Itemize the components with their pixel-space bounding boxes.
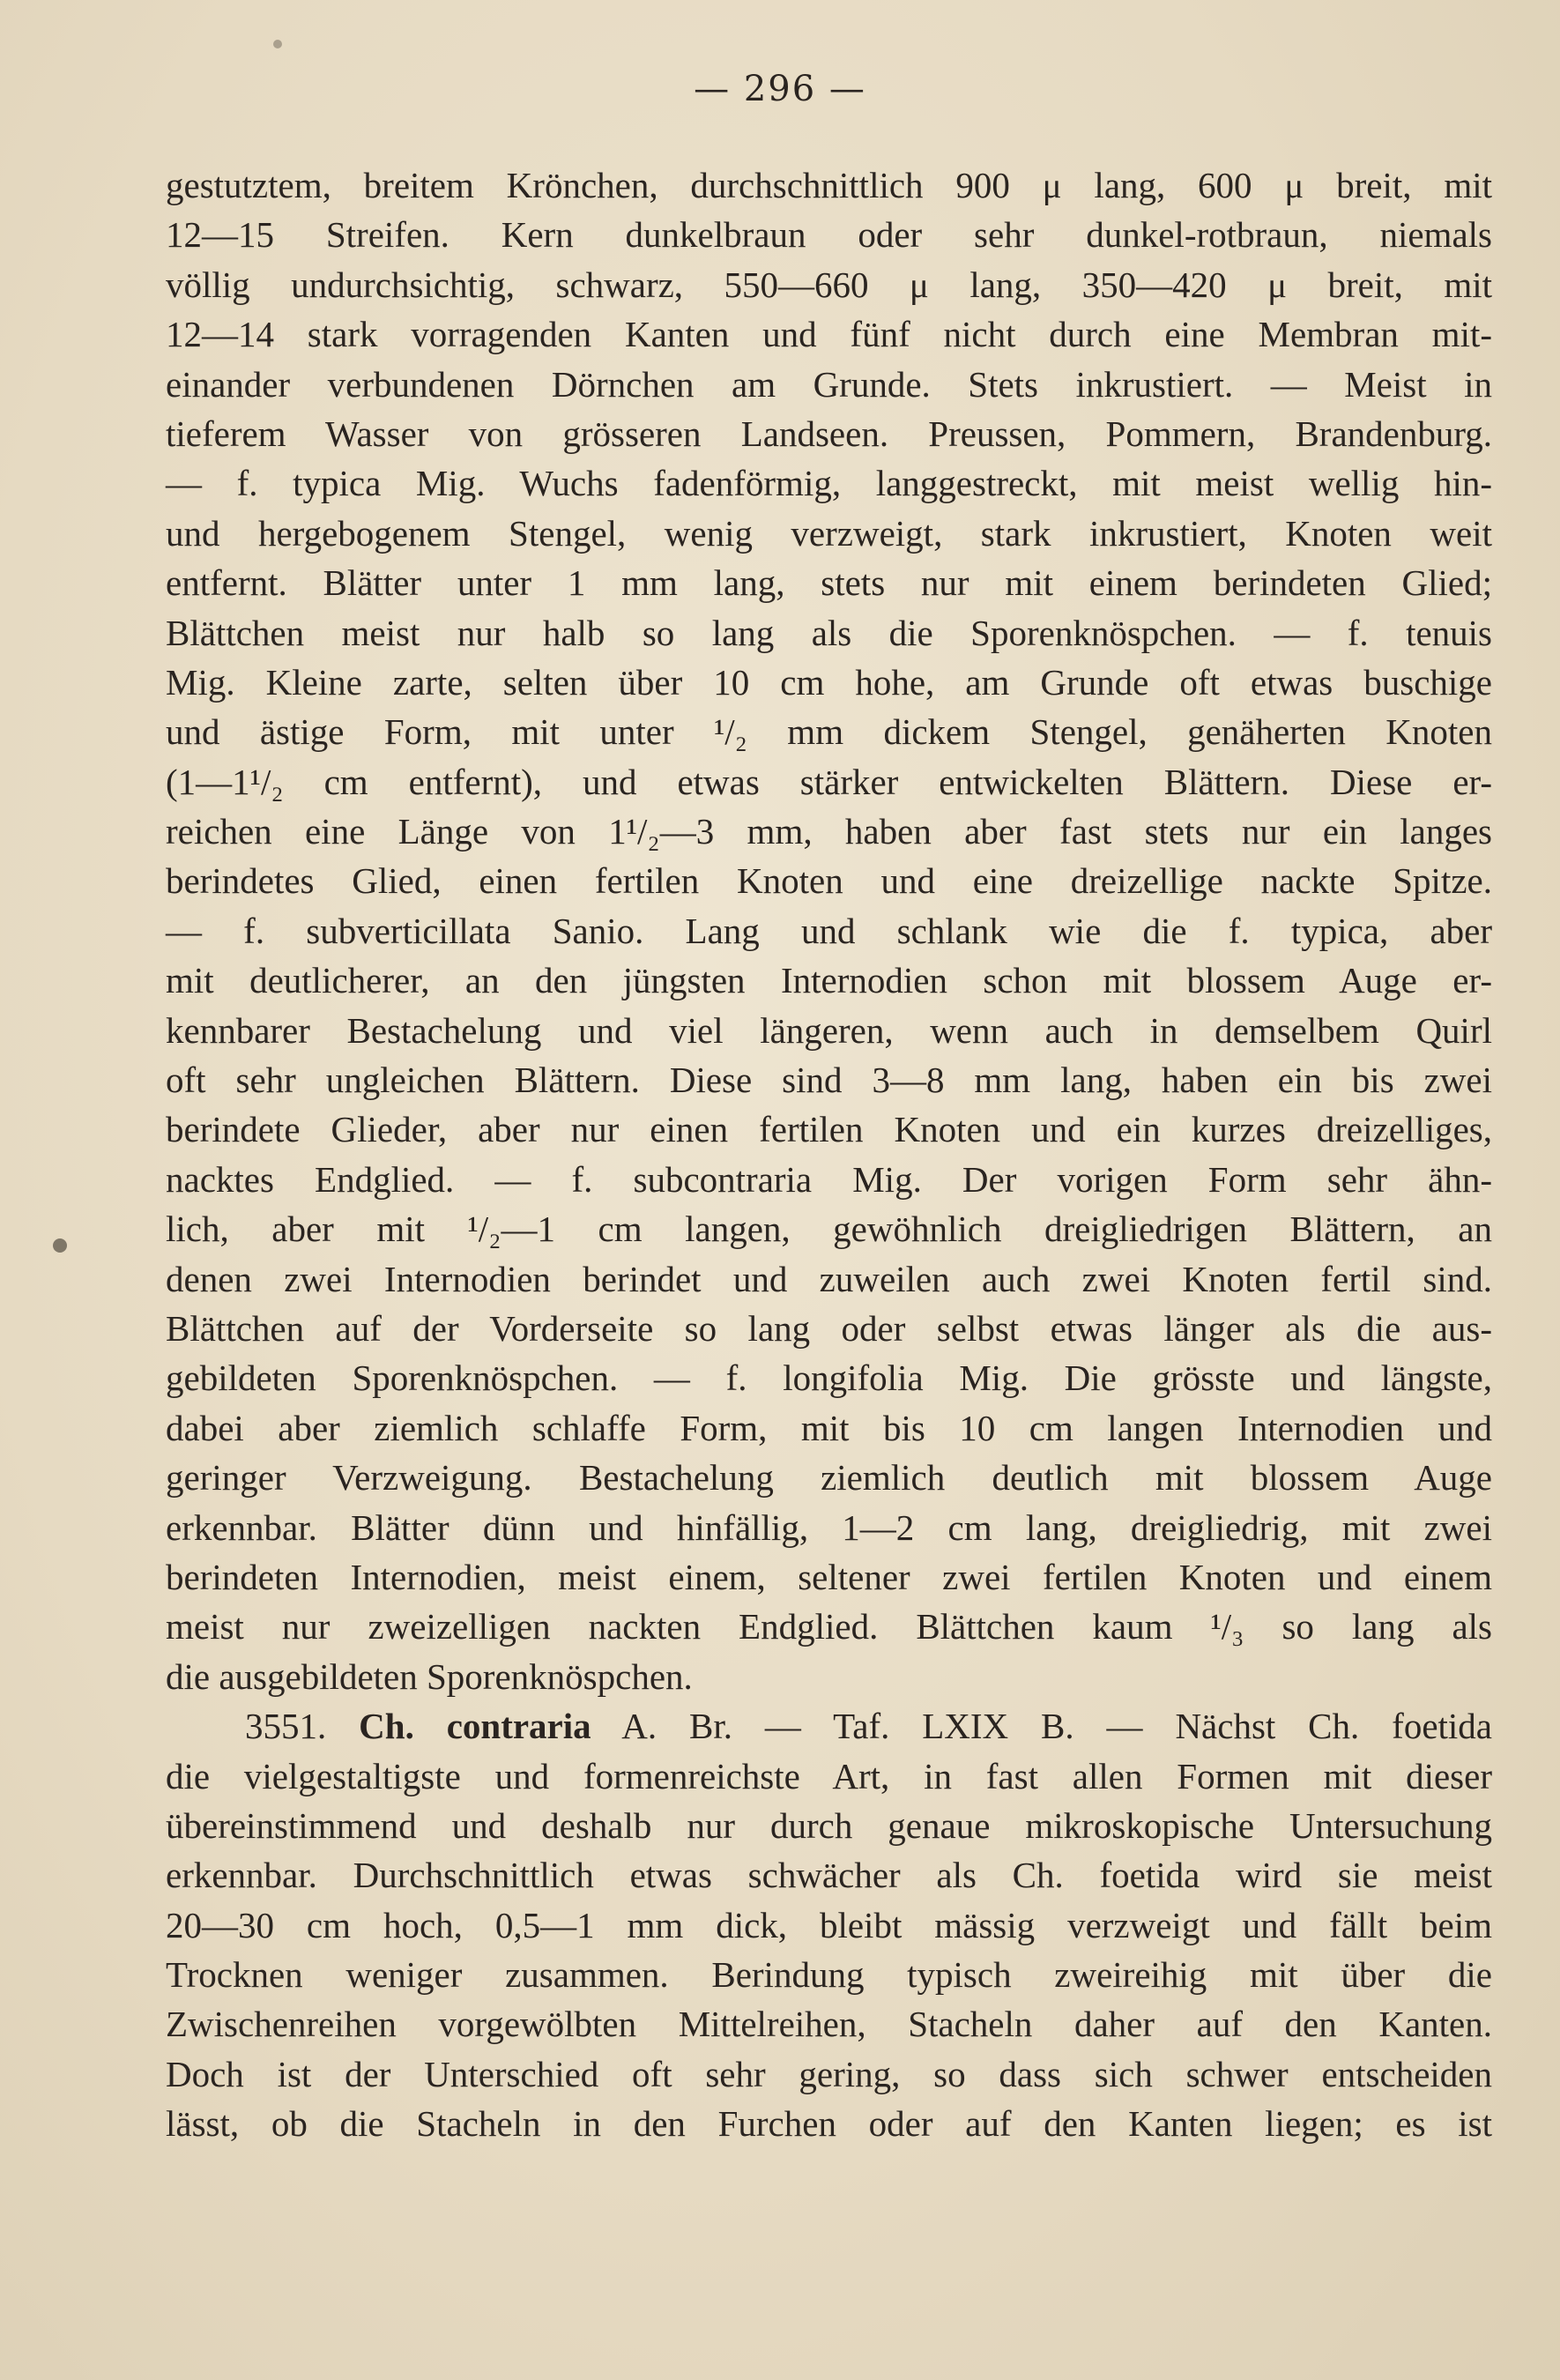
text-line: 12—14 stark vorragenden Kanten und fünf nicht durch eine Membran mit-	[166, 314, 1492, 355]
text-line: und ästige Form, mit unter ¹/₂ mm dickem Stengel, genäherten Knoten	[166, 711, 1492, 753]
body-text	[166, 160, 1492, 2149]
text-line: die vielgestaltigste und formenreichste Art, in fast allen Formen mit dieser	[166, 1755, 1492, 1796]
text-line: Doch ist der Unterschied oft sehr gering, so dass sich schwer entscheiden	[166, 2053, 1492, 2094]
text-line: die ausgebildeten Sporenknöspchen.	[166, 1655, 693, 1697]
text-line: lich, aber mit ¹/₂—1 cm langen, gewöhnlich dreigliedrigen Blättern, an	[166, 1209, 1492, 1250]
species-entry-heading	[166, 1701, 1492, 1751]
text-line: Zwischenreihen vorgewölbten Mittelreihen, Stacheln daher auf den Kanten.	[166, 2004, 1492, 2045]
text-line: völlig undurchsichtig, schwarz, 550—660 μ lang, 350—420 μ breit, mit	[166, 264, 1492, 305]
species-number: 3551.	[245, 1706, 327, 1747]
text-line: geringer Verzweigung. Bestachelung ziemlich deutlich mit blossem Auge	[166, 1457, 1492, 1499]
ink-blemish	[273, 40, 282, 48]
text-line: — f. subverticillata Sanio. Lang und schlank wie die f. typica, aber	[166, 910, 1492, 951]
text-line: reichen eine Länge von 1¹/₂—3 mm, haben aber fast stets nur ein langes	[166, 811, 1492, 852]
text-line: — f. typica Mig. Wuchs fadenförmig, langgestreckt, mit meist wellig hin-	[166, 463, 1492, 504]
text-line: (1—1¹/₂ cm entfernt), und etwas stärker entwickelten Blättern. Diese er-	[166, 761, 1492, 802]
text-line: berindetes Glied, einen fertilen Knoten und eine dreizellige nackte Spitze.	[166, 860, 1492, 902]
text-line: erkennbar. Durchschnittlich etwas schwächer als Ch. foetida wird sie meist	[166, 1855, 1492, 1896]
text-line: berindeten Internodien, meist einem, seltener zwei fertilen Knoten und einem	[166, 1556, 1492, 1597]
text-line: Trocknen weniger zusammen. Berindung typisch zweireihig mit über die	[166, 1954, 1492, 1996]
text-line: meist nur zweizelligen nackten Endglied. Blättchen kaum ¹/₃ so lang als	[166, 1606, 1492, 1647]
text-line: kennbarer Bestachelung und viel längeren, wenn auch in demselbem Quirl	[166, 1009, 1492, 1051]
text-line: und hergebogenem Stengel, wenig verzweigt, stark inkrustiert, Knoten weit	[166, 512, 1492, 554]
text-line: entfernt. Blätter unter 1 mm lang, stets nur mit einem berindeten Glied;	[166, 562, 1492, 604]
text-line: einander verbundenen Dörnchen am Grunde. Stets inkrustiert. — Meist in	[166, 363, 1492, 405]
text-line: Blättchen auf der Vorderseite so lang oder selbst etwas länger als die aus-	[166, 1307, 1492, 1349]
text-line: 20—30 cm hoch, 0,5—1 mm dick, bleibt mässig verzweigt und fällt beim	[166, 1904, 1492, 1945]
text-line: übereinstimmend und deshalb nur durch genaue mikroskopische Untersuchung	[166, 1804, 1492, 1846]
ink-blemish	[53, 1238, 67, 1253]
page-number: — 296 —	[694, 69, 866, 109]
species-name: Ch. contraria	[359, 1706, 591, 1747]
text-line: tieferem Wasser von grösseren Landseen. Preussen, Pommern, Brandenburg.	[166, 413, 1492, 454]
text-line: lässt, ob die Stacheln in den Furchen oder auf den Kanten liegen; es ist	[166, 2103, 1492, 2145]
text-line: dabei aber ziemlich schlaffe Form, mit bis 10 cm langen Internodien und	[166, 1407, 1492, 1448]
text-line: Mig. Kleine zarte, selten über 10 cm hohe, am Grunde oft etwas buschige	[166, 661, 1492, 703]
text-line: berindete Glieder, aber nur einen fertilen Knoten und ein kurzes dreizelliges,	[166, 1109, 1492, 1150]
text-line: gebildeten Sporenknöspchen. — f. longifolia Mig. Die grösste und längste,	[166, 1357, 1492, 1399]
text-line: 12—15 Streifen. Kern dunkelbraun oder sehr dunkel-rotbraun, niemals	[166, 214, 1492, 256]
text-line: denen zwei Internodien berindet und zuweilen auch zwei Knoten fertil sind.	[166, 1258, 1492, 1299]
text-line: erkennbar. Blätter dünn und hinfällig, 1—2 cm lang, dreigliedrig, mit zwei	[166, 1506, 1492, 1548]
text-line: Blättchen meist nur halb so lang als die Sporenknöspchen. — f. tenuis	[166, 612, 1492, 653]
species-heading-text: A. Br. — Taf. LXIX B. — Nächst Ch. foetida	[591, 1706, 1493, 1747]
text-line: nacktes Endglied. — f. subcontraria Mig. Der vorigen Form sehr ähn-	[166, 1158, 1492, 1200]
text-line: oft sehr ungleichen Blättern. Diese sind 3—8 mm lang, haben ein bis zwei	[166, 1060, 1492, 1101]
text-line: mit deutlicherer, an den jüngsten Internodien schon mit blossem Auge er-	[166, 960, 1492, 1001]
text-line: gestutztem, breitem Krönchen, durchschnittlich 900 μ lang, 600 μ breit, mit	[166, 165, 1492, 205]
